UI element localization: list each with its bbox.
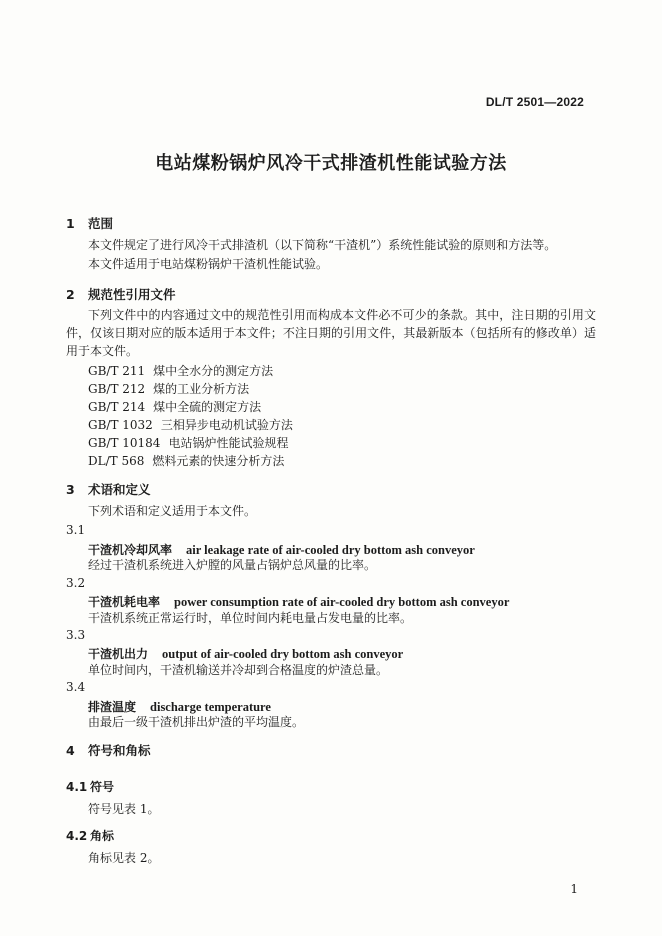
reference-name: 煤中全硫的测定方法 (153, 400, 262, 414)
reference-name: 电站锅炉性能试验规程 (168, 436, 289, 450)
term-definition: 经过干渣机系统进入炉膛的风量占锅炉总风量的比率。 (88, 558, 377, 572)
subsection-title: 符号 (90, 780, 115, 794)
paragraph: 本文件适用于电站煤粉锅炉干渣机性能试验。 (88, 257, 329, 271)
paragraph: 下列术语和定义适用于本文件。 (88, 504, 257, 518)
reference-code: GB/T 212 (88, 382, 146, 396)
reference-code: GB/T 1032 (88, 418, 153, 432)
section-title: 符号和角标 (88, 743, 151, 758)
document-title: 电站煤粉锅炉风冷干式排渣机性能试验方法 (155, 153, 507, 174)
page-number: 1 (570, 882, 578, 896)
reference-code: GB/T 10184 (88, 436, 161, 450)
subsection-number: 4.1 (66, 780, 88, 794)
section-1-heading (66, 214, 113, 232)
section-2-heading (66, 285, 176, 303)
section-number: 2 (66, 287, 75, 302)
term-number: 3.2 (66, 576, 86, 590)
term-definition: 由最后一级干渣机排出炉渣的平均温度。 (88, 715, 305, 729)
paragraph: 符号见表 1。 (88, 802, 160, 816)
section-4-heading (66, 741, 151, 759)
term-zh: 干渣机出力 (88, 647, 149, 661)
reference-item (88, 362, 273, 379)
term-en: power consumption rate of air-cooled dry bottom ash conveyor (174, 595, 510, 609)
term-zh: 干渣机冷却风率 (88, 543, 173, 557)
document-code: DL/T 2501—2022 (485, 95, 584, 109)
term-heading (88, 593, 509, 610)
reference-code: GB/T 214 (88, 400, 146, 414)
paragraph: 下列文件中的内容通过文中的规范性引用而构成本文件必不可少的条款。其中，注日期的引用文件，仅该日期对应的版本适用于本文件；不注日期的引用文件，其最新版本（包括所有的修改单）适用于本文件。 (66, 308, 596, 358)
term-en: output of air-cooled dry bottom ash conveyor (162, 647, 404, 661)
term-en: air leakage rate of air-cooled dry bottom ash conveyor (186, 543, 475, 557)
reference-name: 煤中全水分的测定方法 (153, 364, 274, 378)
term-en: discharge temperature (150, 700, 271, 714)
reference-item (88, 434, 288, 451)
reference-item (88, 452, 284, 469)
reference-item (88, 380, 249, 397)
term-definition: 干渣机系统正常运行时，单位时间内耗电量占发电量的比率。 (88, 611, 413, 625)
subsection-title: 角标 (90, 829, 115, 843)
subsection-heading (66, 827, 114, 844)
paragraph: 本文件规定了进行风冷干式排渣机（以下简称“干渣机”）系统性能试验的原则和方法等。 (88, 238, 557, 252)
term-zh: 干渣机耗电率 (88, 595, 161, 609)
reference-item (88, 398, 261, 415)
section-title: 规范性引用文件 (88, 287, 176, 302)
subsection-heading (66, 778, 114, 795)
term-zh: 排渣温度 (88, 700, 137, 714)
reference-name: 煤的工业分析方法 (153, 382, 250, 396)
section-number: 4 (66, 743, 75, 758)
section-3-heading (66, 480, 151, 498)
reference-code: GB/T 211 (88, 364, 146, 378)
term-number: 3.1 (66, 523, 86, 537)
term-heading (88, 645, 403, 662)
reference-code: DL/T 568 (88, 454, 145, 468)
term-definition: 单位时间内，干渣机输送并冷却到合格温度的炉渣总量。 (88, 663, 389, 677)
section-number: 1 (66, 216, 75, 231)
subsection-number: 4.2 (66, 829, 88, 843)
term-number: 3.3 (66, 628, 86, 642)
section-number: 3 (66, 482, 75, 497)
reference-name: 燃料元素的快速分析方法 (152, 454, 285, 468)
term-number: 3.4 (66, 680, 86, 694)
section-title: 范围 (88, 216, 114, 231)
reference-item (88, 416, 293, 433)
section-title: 术语和定义 (88, 482, 151, 497)
paragraph: 角标见表 2。 (88, 851, 160, 865)
reference-name: 三相异步电动机试验方法 (160, 418, 293, 432)
